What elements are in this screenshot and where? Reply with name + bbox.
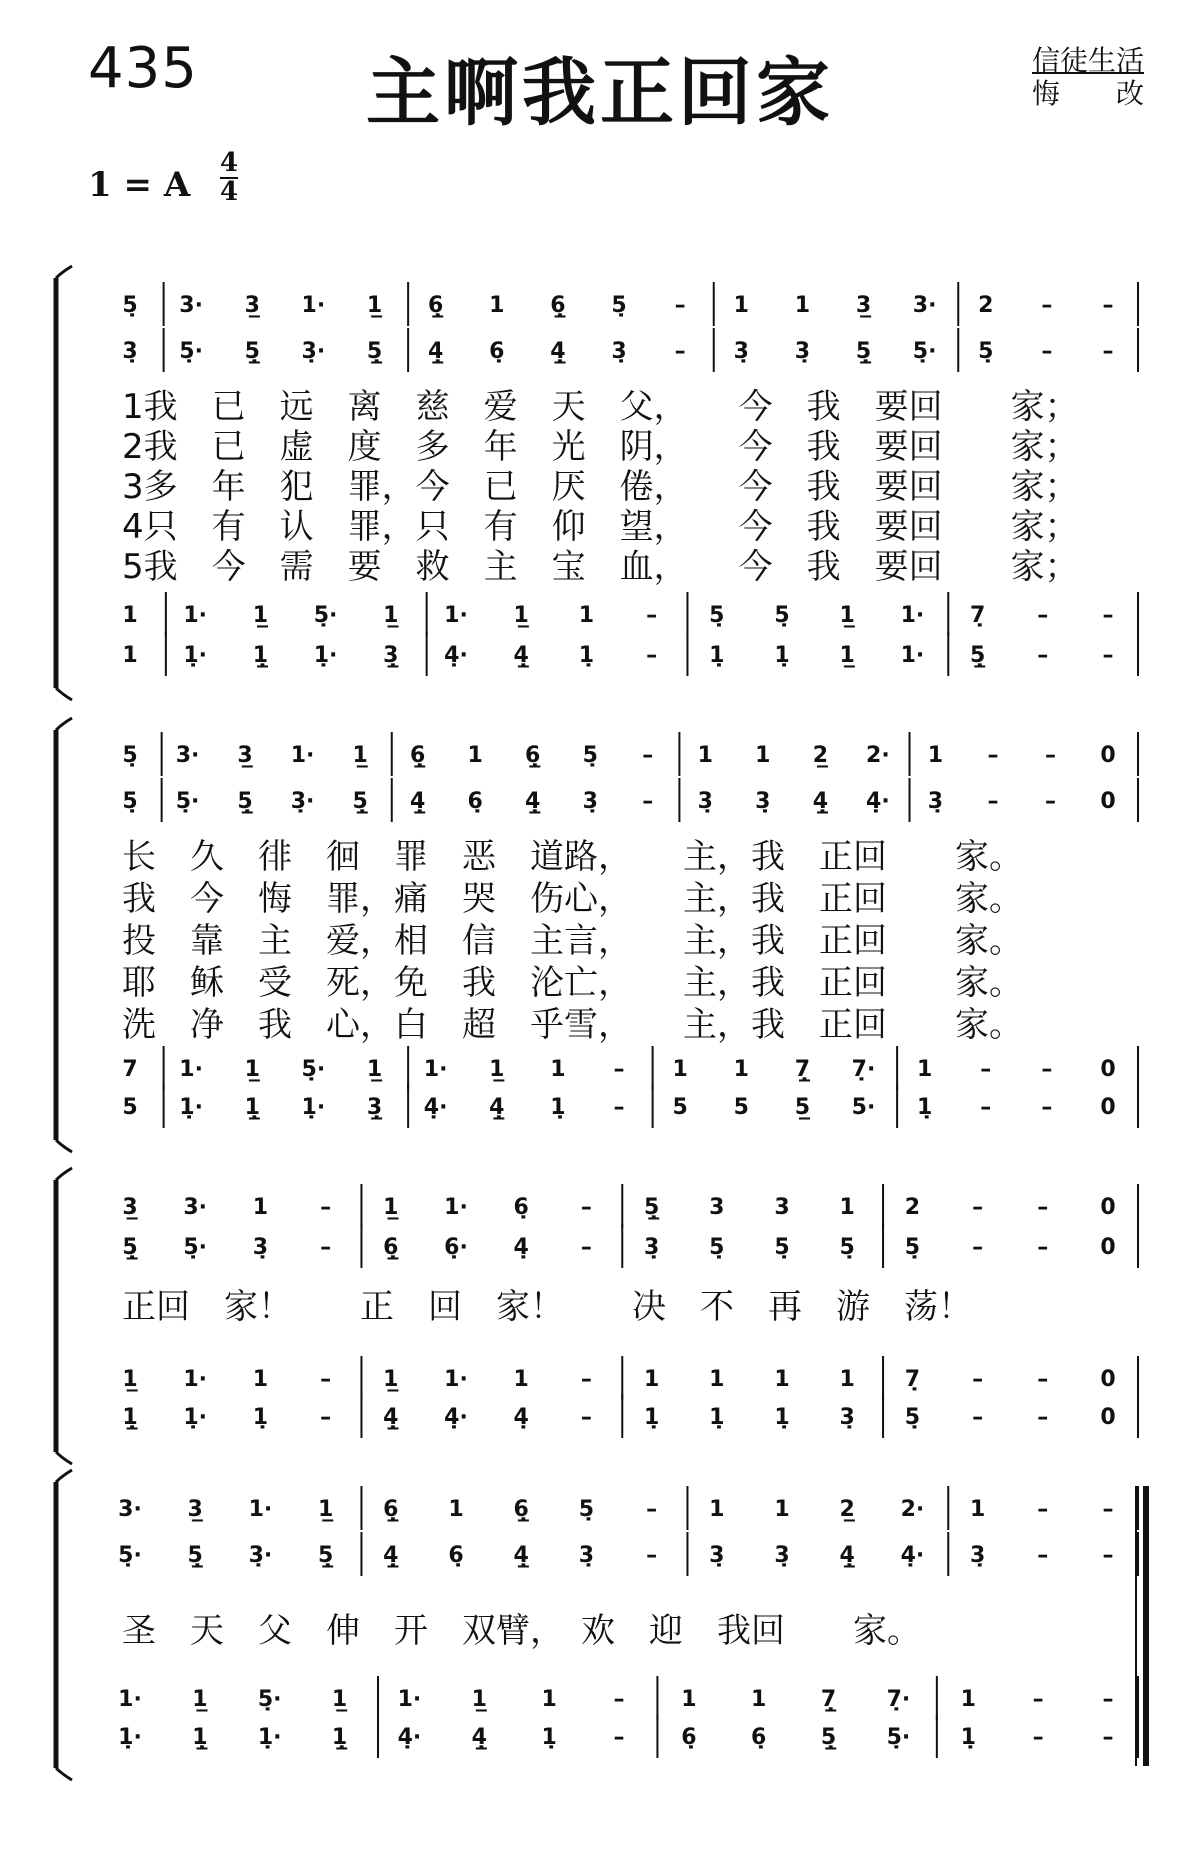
jianpu-note: 1· [900, 603, 925, 628]
jianpu-note: – [613, 1057, 625, 1082]
jianpu-note: 6̣ [448, 1543, 464, 1568]
jianpu-note: 5̲̣ [969, 643, 986, 668]
bracket-bottom-curl [56, 1768, 72, 1780]
jianpu-note: 2· [866, 743, 890, 768]
jianpu-note: – [320, 1367, 332, 1392]
jianpu-note: 1 [672, 1057, 688, 1082]
jianpu-note: 1̣· [183, 1405, 208, 1430]
jianpu-note: 3 [774, 1195, 790, 1220]
jianpu-note: 4̣· [900, 1543, 925, 1568]
jianpu-note: 0 [1100, 743, 1116, 768]
jianpu-note: 4̣· [866, 789, 890, 814]
jianpu-note: 1· [179, 1057, 203, 1082]
credit-note-char: 改 [1115, 77, 1144, 110]
jianpu-note: 3̲ [244, 293, 260, 318]
jianpu-note: – [646, 603, 658, 628]
jianpu-note: 2̲ [812, 743, 829, 768]
jianpu-note: 6̲̣ [427, 293, 444, 318]
jianpu-note: – [320, 1195, 332, 1220]
jianpu-note: 4̲̣ [525, 789, 541, 814]
jianpu-note: 1̲ [839, 603, 855, 628]
lyric-line: 圣 天 父 伸 开 双臂， 欢 迎 我回 家。 [122, 1611, 921, 1651]
jianpu-note: – [1044, 743, 1056, 768]
jianpu-note: 7̲̣ [794, 1057, 811, 1082]
jianpu-note: 3̣ [611, 339, 627, 364]
jianpu-note: 1̣ [916, 1095, 933, 1120]
jianpu-note: – [580, 1235, 592, 1260]
jianpu-note: 1 [755, 743, 771, 768]
jianpu-note: – [1041, 293, 1053, 318]
jianpu-note: 1̲̣ [244, 1095, 260, 1120]
jianpu-note: 6̲̣ [409, 743, 426, 768]
jianpu-note: – [646, 643, 658, 668]
jianpu-note: 2 [904, 1195, 921, 1220]
jianpu-note: 5̲̣ [855, 339, 872, 364]
jianpu-note: 1· [444, 1367, 468, 1392]
jianpu-note: 3· [183, 1195, 208, 1220]
jianpu-note: 1̣ [709, 1405, 725, 1430]
jianpu-note: 4̣· [444, 1405, 468, 1430]
jianpu-note: 5 [122, 1095, 138, 1120]
jianpu-note: – [1037, 1235, 1049, 1260]
jianpu-note: – [1102, 643, 1114, 668]
jianpu-note: 7̣· [851, 1057, 876, 1082]
jianpu-note: 5̣· [118, 1543, 142, 1568]
lyric-line: 洗 净 我 心，白 超 乎雪， 主，我 正回 家。 [122, 1005, 1023, 1045]
jianpu-note: 3̲ [237, 743, 253, 768]
jianpu-note: 5̣· [912, 339, 937, 364]
jianpu-note: – [980, 1057, 992, 1082]
jianpu-note: 3· [175, 743, 200, 768]
jianpu-note: 4̣ [513, 1405, 529, 1430]
jianpu-note: 1· [248, 1497, 273, 1522]
jianpu-note: 3̣ [252, 1235, 269, 1260]
bracket-top-curl [56, 1470, 72, 1482]
jianpu-note: 1· [397, 1687, 422, 1712]
jianpu-note: 1 [927, 743, 944, 768]
jianpu-note: – [1044, 789, 1056, 814]
jianpu-note: – [320, 1235, 332, 1260]
jianpu-note: 4̲̣ [812, 789, 829, 814]
jianpu-note: 5̣ [578, 1497, 595, 1522]
jianpu-note: 3̣ [122, 339, 138, 364]
jianpu-note: – [613, 1725, 625, 1750]
hymn-title: 主啊我正回家 [366, 50, 834, 136]
jianpu-note: 6̲̣ [513, 1497, 529, 1522]
jianpu-note: 1̲ [489, 1057, 505, 1082]
jianpu-note: 5̣ [904, 1405, 921, 1430]
jianpu-note: 0 [1100, 1195, 1116, 1220]
lyric-line: 3多 年 犯 罪，今 已 厌 倦， 今 我 要回 家； [122, 467, 1079, 507]
jianpu-note: 1 [774, 1367, 790, 1392]
jianpu-note: – [972, 1405, 984, 1430]
jianpu-note: 3̣ [794, 339, 811, 364]
jianpu-note: 3̣ [839, 1405, 855, 1430]
jianpu-note: 5̲ [794, 1095, 811, 1120]
jianpu-note: 4̣ [513, 1235, 529, 1260]
jianpu-note: 3̲̣ [383, 643, 399, 668]
jianpu-note: 1 [709, 1497, 725, 1522]
jianpu-note: 5̲̣ [187, 1543, 203, 1568]
jianpu-note: 5 [733, 1095, 749, 1120]
jianpu-note: 1̲̣ [122, 1405, 138, 1430]
jianpu-note: 1· [118, 1687, 142, 1712]
jianpu-note: 1 [467, 743, 483, 768]
jianpu-note: – [580, 1405, 592, 1430]
jianpu-note: 1̲ [331, 1687, 348, 1712]
jianpu-note: 1̲̣ [192, 1725, 208, 1750]
jianpu-note: 1 [960, 1687, 976, 1712]
jianpu-note: 1̣ [774, 643, 790, 668]
jianpu-note: 2 [978, 293, 994, 318]
jianpu-note: 6̣· [444, 1235, 468, 1260]
jianpu-note: 5̣ [709, 603, 725, 628]
jianpu-note: 7̣ [904, 1367, 921, 1392]
jianpu-note: 1 [733, 1057, 749, 1082]
jianpu-note: 1 [489, 293, 505, 318]
jianpu-note: 1̣· [257, 1725, 282, 1750]
lyric-line: 4只 有 认 罪，只 有 仰 望， 今 我 要回 家； [122, 507, 1079, 547]
jianpu-note: 6̣ [467, 789, 483, 814]
jianpu-note: 6̣ [513, 1195, 529, 1220]
jianpu-note: 1̣ [541, 1725, 557, 1750]
jianpu-note: 5̣· [301, 1057, 326, 1082]
bracket-bottom-curl [56, 688, 72, 700]
jianpu-note: 3̣· [290, 789, 315, 814]
jianpu-note: 1 [252, 1195, 269, 1220]
jianpu-note: 1̣ [578, 643, 595, 668]
jianpu-note: 3̣ [709, 1543, 725, 1568]
jianpu-note: 5̣ [122, 743, 138, 768]
jianpu-note: 1· [290, 743, 315, 768]
jianpu-note: 5̣ [904, 1235, 921, 1260]
jianpu-note: 5̣ [774, 603, 790, 628]
jianpu-note: 4̣· [444, 643, 468, 668]
jianpu-note: 1 [774, 1497, 790, 1522]
jianpu-note: 1· [301, 293, 326, 318]
jianpu-note: 5̣ [774, 1235, 790, 1260]
jianpu-note: – [987, 743, 999, 768]
jianpu-note: – [1037, 1367, 1049, 1392]
jianpu-note: 3̣ [697, 789, 713, 814]
jianpu-note: 5̲̣ [352, 789, 368, 814]
jianpu-note: 1 [578, 603, 595, 628]
jianpu-note: – [1037, 1195, 1049, 1220]
bracket-top-curl [56, 718, 72, 730]
jianpu-note: 5̣ [122, 789, 138, 814]
jianpu-note: 0 [1100, 1095, 1116, 1120]
jianpu-note: 7 [122, 1057, 138, 1082]
jianpu-note: 5̣· [886, 1725, 911, 1750]
jianpu-note: – [987, 789, 999, 814]
jianpu-note: 5 [672, 1095, 688, 1120]
jianpu-note: 5̣· [313, 603, 338, 628]
jianpu-note: 4̲̣ [383, 1543, 399, 1568]
jianpu-note: 5̣· [175, 789, 200, 814]
jianpu-note: – [1102, 1497, 1114, 1522]
jianpu-note: – [1041, 339, 1053, 364]
jianpu-note: 4̲̣ [839, 1543, 855, 1568]
jianpu-note: 5̣· [179, 339, 203, 364]
jianpu-note: 3̣ [755, 789, 771, 814]
lyric-line: 1我 已 远 离 慈 爱 天 父， 今 我 要回 家； [122, 387, 1079, 427]
jianpu-note: 1· [423, 1057, 448, 1082]
jianpu-note: 3· [118, 1497, 142, 1522]
jianpu-note: 1 [541, 1687, 557, 1712]
jianpu-note: 7̣ [969, 603, 986, 628]
jianpu-note: 5̣· [183, 1235, 208, 1260]
jianpu-note: 0 [1100, 1405, 1116, 1430]
jianpu-note: – [972, 1235, 984, 1260]
jianpu-note: 3· [912, 293, 937, 318]
bracket-top-curl [56, 266, 72, 278]
jianpu-note: 5̲̣ [317, 1543, 334, 1568]
credit-note-char: 悔 [1031, 77, 1060, 110]
jianpu-note: 1· [183, 603, 208, 628]
jianpu-note: 1̲̣ [252, 643, 269, 668]
jianpu-note: 1 [448, 1497, 464, 1522]
jianpu-note: 1̲ [366, 1057, 383, 1082]
jianpu-note: 5̣ [611, 293, 627, 318]
jianpu-note: – [1037, 1497, 1049, 1522]
lyric-line: 5我 今 需 要 救 主 宝 血， 今 我 要回 家； [122, 547, 1079, 587]
jianpu-note: 6̲̣ [550, 293, 566, 318]
jianpu-note: 1̲ [122, 1367, 138, 1392]
jianpu-note: – [1102, 339, 1114, 364]
jianpu-note: – [980, 1095, 992, 1120]
jianpu-note: 3̣ [582, 789, 598, 814]
jianpu-note: 4̣· [397, 1725, 422, 1750]
jianpu-note: 4̲̣ [427, 339, 444, 364]
jianpu-note: 1̲ [366, 293, 383, 318]
jianpu-note: 3̣ [927, 789, 944, 814]
jianpu-note: 3̲ [122, 1195, 138, 1220]
jianpu-note: – [1102, 293, 1114, 318]
jianpu-note: 1 [513, 1367, 529, 1392]
jianpu-note: 1 [839, 1195, 855, 1220]
jianpu-note: – [642, 789, 654, 814]
jianpu-note: 1· [183, 1367, 208, 1392]
jianpu-note: 3̣· [301, 339, 326, 364]
key-signature: 1 = A [88, 165, 191, 205]
jianpu-note: 5· [851, 1095, 876, 1120]
jianpu-note: 1̲ [317, 1497, 334, 1522]
bracket-bottom-curl [56, 1452, 72, 1464]
jianpu-note: 5̣ [122, 293, 138, 318]
jianpu-note: 4̲̣ [513, 1543, 529, 1568]
jianpu-note: 5̲̣ [366, 339, 383, 364]
jianpu-note: 1· [900, 643, 925, 668]
jianpu-note: 0 [1100, 1057, 1116, 1082]
jianpu-note: 1· [444, 603, 468, 628]
jianpu-note: 3̣ [733, 339, 749, 364]
hymn-number: 435 [88, 36, 198, 101]
jianpu-note: 1 [643, 1367, 660, 1392]
jianpu-note: – [1102, 603, 1114, 628]
jianpu-note: 7̲̣ [820, 1687, 837, 1712]
jianpu-note: 3̣ [578, 1543, 595, 1568]
jianpu-note: – [1037, 603, 1049, 628]
lyric-line: 2我 已 虚 度 多 年 光 阴， 今 我 要回 家； [122, 427, 1079, 467]
jianpu-note: 1̣ [774, 1405, 790, 1430]
jianpu-note: 1̲ [513, 603, 529, 628]
jianpu-note: 4̲̣ [409, 789, 426, 814]
jianpu-note: 3̲̣ [366, 1095, 383, 1120]
jianpu-note: 1̣ [252, 1405, 269, 1430]
lyric-line: 我 今 悔 罪，痛 哭 伤心， 主，我 正回 家。 [122, 879, 1023, 919]
jianpu-note: 5̲̣ [244, 339, 260, 364]
jianpu-note: 4̣· [423, 1095, 448, 1120]
jianpu-note: 1 [122, 603, 138, 628]
jianpu-note: – [320, 1405, 332, 1430]
jianpu-note: 1̣· [179, 1095, 203, 1120]
lyric-line: 长 久 徘 徊 罪 恶 道路， 主，我 正回 家。 [122, 837, 1023, 877]
jianpu-note: – [1032, 1687, 1044, 1712]
jianpu-note: 3̲ [187, 1497, 203, 1522]
jianpu-note: 3̣ [643, 1235, 660, 1260]
jianpu-note: 1 [733, 293, 749, 318]
jianpu-note: 5̲̣ [237, 789, 253, 814]
jianpu-note: 6̲̣ [525, 743, 541, 768]
jianpu-note: 3̣ [969, 1543, 986, 1568]
jianpu-note: 3̣· [248, 1543, 273, 1568]
jianpu-note: 6̣ [751, 1725, 767, 1750]
jianpu-note: 1 [709, 1367, 725, 1392]
jianpu-note: 1̣· [183, 643, 208, 668]
jianpu-note: 1̲̣ [331, 1725, 348, 1750]
jianpu-note: – [642, 743, 654, 768]
jianpu-note: 5̣· [257, 1687, 282, 1712]
jianpu-note: 1 [794, 293, 811, 318]
jianpu-note: 6̣ [681, 1725, 697, 1750]
jianpu-note: 5̲̣ [122, 1235, 138, 1260]
jianpu-note: 1 [681, 1687, 697, 1712]
jianpu-note: 6̣ [489, 339, 505, 364]
jianpu-note: – [1037, 643, 1049, 668]
jianpu-note: – [613, 1687, 625, 1712]
jianpu-note: 5̲̣ [820, 1725, 837, 1750]
jianpu-note: 1̣· [313, 643, 338, 668]
lyric-line: 投 靠 主 爱，相 信 主言， 主，我 正回 家。 [122, 921, 1023, 961]
jianpu-note: 1· [444, 1195, 468, 1220]
jianpu-note: 1̲ [383, 1195, 399, 1220]
jianpu-note: 1 [916, 1057, 933, 1082]
jianpu-note: 6̲̣ [383, 1497, 399, 1522]
jianpu-note: – [1032, 1725, 1044, 1750]
jianpu-note: 1̣ [550, 1095, 566, 1120]
jianpu-note: 3 [709, 1195, 725, 1220]
jianpu-note: 1̲ [244, 1057, 260, 1082]
meter-top: 4 [220, 148, 239, 178]
jianpu-note: 3̲ [855, 293, 872, 318]
jianpu-note: – [1102, 1543, 1114, 1568]
jianpu-note: – [674, 293, 686, 318]
jianpu-note: – [613, 1095, 625, 1120]
jianpu-note: – [646, 1543, 658, 1568]
jianpu-note: – [972, 1367, 984, 1392]
jianpu-note: 5̲̣ [643, 1195, 660, 1220]
jianpu-note: – [580, 1367, 592, 1392]
jianpu-note: 1 [969, 1497, 986, 1522]
jianpu-note: – [1102, 1687, 1114, 1712]
jianpu-note: 1̲ [839, 643, 855, 668]
jianpu-note: – [1041, 1095, 1053, 1120]
jianpu-note: 4̲̣ [513, 643, 529, 668]
jianpu-note: – [580, 1195, 592, 1220]
jianpu-note: 7̣· [886, 1687, 911, 1712]
jianpu-note: 3̣ [774, 1543, 790, 1568]
lyric-line: 耶 稣 受 死，免 我 沦亡， 主，我 正回 家。 [122, 963, 1023, 1003]
jianpu-note: 1 [122, 643, 138, 668]
jianpu-note: 1̣· [301, 1095, 326, 1120]
jianpu-note: 1̲ [192, 1687, 208, 1712]
jianpu-note: 1 [252, 1367, 269, 1392]
jianpu-note: 1̣ [643, 1405, 660, 1430]
jianpu-note: 0 [1100, 1367, 1116, 1392]
jianpu-note: 6̲̣ [383, 1235, 399, 1260]
jianpu-note: 1 [697, 743, 713, 768]
jianpu-note: 4̲̣ [489, 1095, 505, 1120]
jianpu-note: – [1041, 1057, 1053, 1082]
jianpu-note: 0 [1100, 789, 1116, 814]
bracket-bottom-curl [56, 1140, 72, 1152]
jianpu-note: 5̣ [839, 1235, 855, 1260]
jianpu-note: 1̣ [709, 643, 725, 668]
jianpu-note: – [1102, 1725, 1114, 1750]
jianpu-note: 1̲ [252, 603, 269, 628]
jianpu-note: 4̲̣ [550, 339, 566, 364]
jianpu-note: 3· [179, 293, 203, 318]
jianpu-note: 1̣· [118, 1725, 142, 1750]
credit-source: 信徒生活 [1031, 44, 1144, 77]
jianpu-note: 1̣ [960, 1725, 976, 1750]
jianpu-note: 1̲ [383, 1367, 399, 1392]
jianpu-note: – [1037, 1405, 1049, 1430]
jianpu-note: – [972, 1195, 984, 1220]
jianpu-note: 1 [550, 1057, 566, 1082]
meter-bottom: 4 [220, 177, 239, 207]
jianpu-note: 4̲̣ [471, 1725, 487, 1750]
jianpu-note: – [646, 1497, 658, 1522]
jianpu-note: 5̣ [709, 1235, 725, 1260]
jianpu-note: 1 [751, 1687, 767, 1712]
jianpu-note: 1̲ [471, 1687, 487, 1712]
jianpu-note: 5̣ [582, 743, 598, 768]
jianpu-note: – [1037, 1543, 1049, 1568]
bracket-top-curl [56, 1168, 72, 1180]
jianpu-note: 1̲ [383, 603, 399, 628]
jianpu-note: 0 [1100, 1235, 1116, 1260]
jianpu-note: 2· [900, 1497, 925, 1522]
jianpu-note: 4̲̣ [383, 1405, 399, 1430]
jianpu-note: 2̲ [839, 1497, 855, 1522]
jianpu-note: 5̣ [978, 339, 994, 364]
lyric-line: 正回 家！ 正 回 家！ 决 不 再 游 荡！ [122, 1287, 972, 1327]
jianpu-note: – [674, 339, 686, 364]
jianpu-note: 1 [839, 1367, 855, 1392]
jianpu-note: 1̲ [352, 743, 368, 768]
